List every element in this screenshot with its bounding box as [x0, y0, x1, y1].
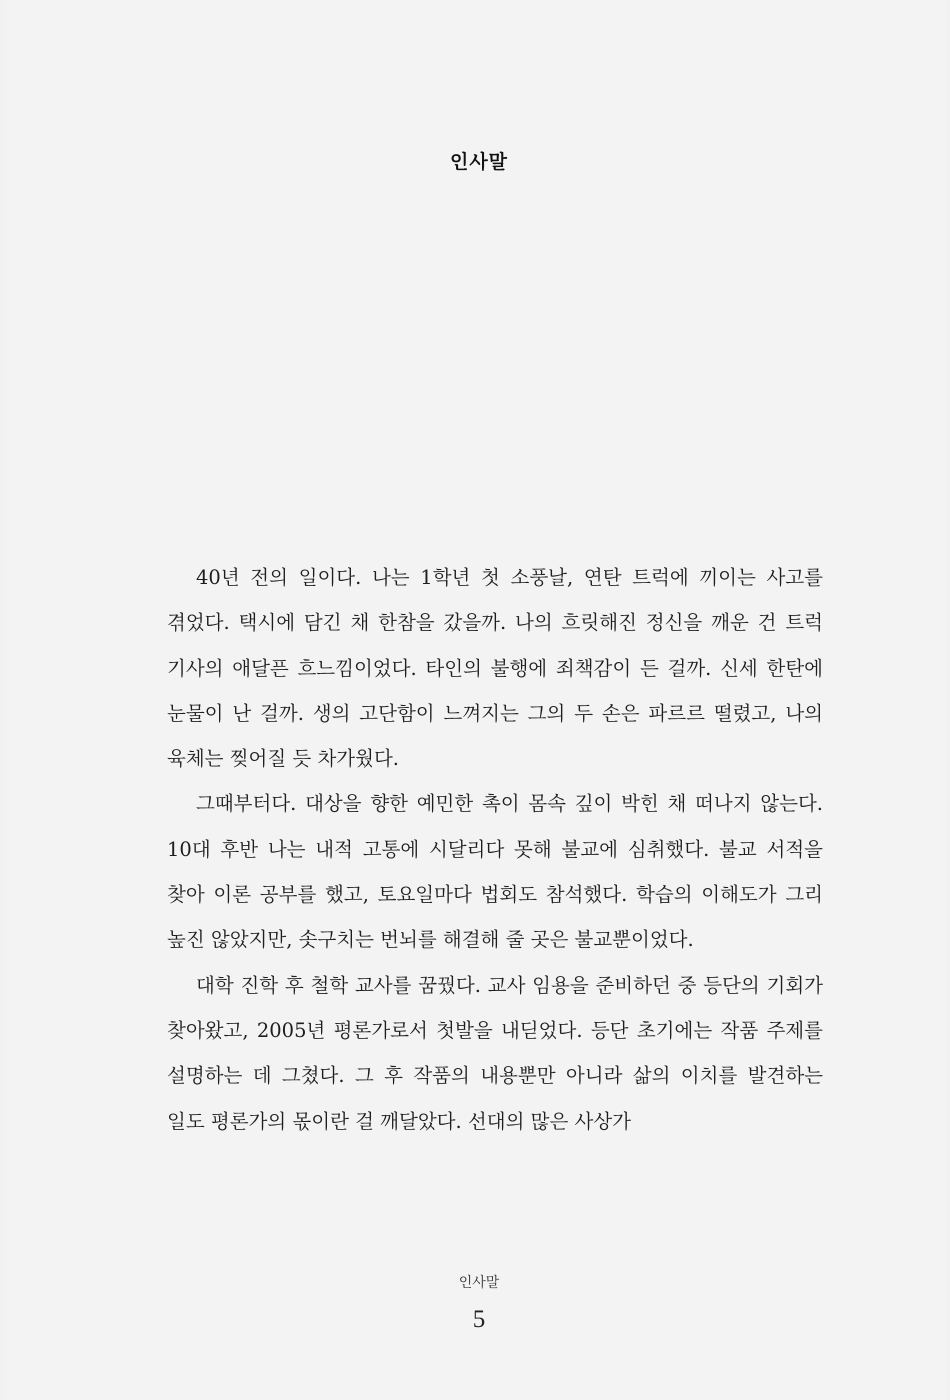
- paragraph: 대학 진학 후 철학 교사를 꿈꿨다. 교사 임용을 준비하던 중 등단의 기회가 찾아왔고, 2005년 평론가로서 첫발을 내딛었다. 등단 초기에는 작품 주제를 설명하는 데 그쳤다. 그 후 작품의 내용뿐만 아니라 삶의 이치를 발견하는 일도 평론가의 몫이란 걸 깨달았다. 선대의 많은 사상가: [167, 973, 823, 1133]
- chapter-title: 인사말: [449, 151, 509, 173]
- page-number: 5: [472, 1306, 486, 1333]
- paragraph: 그때부터다. 대상을 향한 예민한 촉이 몸속 깊이 박힌 채 떠나지 않는다. 10대 후반 나는 내적 고통에 시달리다 못해 불교에 심취했다. 불교 서적을 찾아 이론 공부를 했고, 토요일마다 법회도 참석했다. 학습의 이해도가 그리 높진 않았지만, 솟구치는 번뇌를 해결해 줄 곳은 불교뿐이었다.: [167, 792, 823, 952]
- page-sheet: [4, 0, 946, 1400]
- running-footer-title: 인사말: [458, 1275, 500, 1291]
- body-text: [167, 555, 823, 1144]
- paragraph: 40년 전의 일이다. 나는 1학년 첫 소풍날, 연탄 트럭에 끼이는 사고를 겪었다. 택시에 담긴 채 한참을 갔을까. 나의 흐릿해진 정신을 깨운 건 트럭 기사의 애달픈 흐느낌이었다. 타인의 불행에 죄책감이 든 걸까. 신세 한탄에 눈물이 난 걸까. 생의 고단함이 느껴지는 그의 두 손은 파르르 떨렸고, 나의 육체는 찢어질 듯 차가웠다.: [167, 566, 823, 771]
